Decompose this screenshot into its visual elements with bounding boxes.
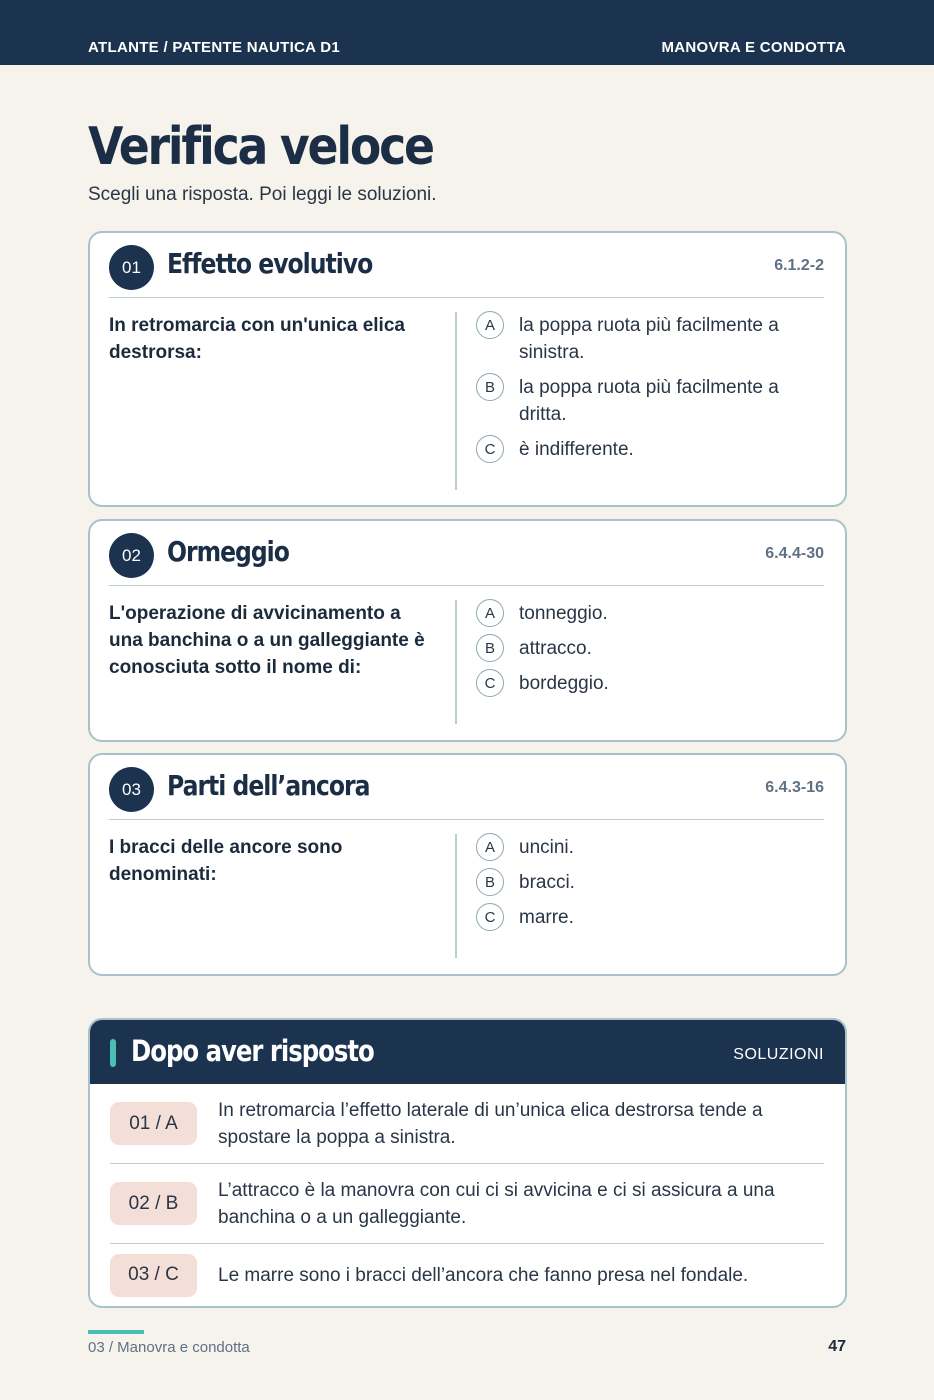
answer-option-c[interactable] [476, 904, 816, 931]
header-section: MANOVRA E CONDOTTA [661, 39, 846, 56]
answer-option-b[interactable] [476, 374, 816, 428]
answer-options [476, 600, 816, 705]
header-breadcrumb: ATLANTE / PATENTE NAUTICA D1 [88, 39, 341, 56]
question-header [109, 243, 824, 298]
solutions-panel [88, 1018, 847, 1308]
question-number-badge: 01 [109, 245, 154, 290]
solutions-title: Dopo aver risposto [131, 1034, 374, 1068]
option-letter-circle: C [476, 435, 504, 463]
solution-row [110, 1084, 824, 1164]
answer-options [476, 312, 816, 471]
answer-option-c[interactable] [476, 436, 816, 463]
question-title: Ormeggio [167, 535, 289, 568]
page-subtitle: Scegli una risposta. Poi leggi le soluzioni. [88, 184, 437, 205]
footer-accent-bar [88, 1330, 144, 1334]
top-header-bar [0, 0, 934, 65]
solutions-accent-bar [110, 1039, 116, 1067]
question-card-02 [88, 519, 847, 742]
solutions-header [90, 1020, 845, 1084]
question-text: L'operazione di avvicinamento a una banchina o a un galleggiante è conosciuta sotto il nome di: [109, 603, 425, 678]
option-text: bracci. [519, 872, 575, 893]
option-text: uncini. [519, 837, 574, 858]
option-letter-circle: B [476, 868, 504, 896]
column-divider [455, 312, 457, 490]
solution-row [110, 1164, 824, 1244]
question-code: 6.4.4-30 [765, 545, 824, 562]
question-text: I bracci delle ancore sono denominati: [109, 837, 343, 885]
option-text: è indifferente. [519, 439, 634, 460]
option-letter-circle: A [476, 599, 504, 627]
column-divider [455, 600, 457, 724]
question-card-03 [88, 753, 847, 976]
page-title: Verifica veloce [88, 117, 433, 177]
option-letter-circle: B [476, 634, 504, 662]
option-text: tonneggio. [519, 603, 608, 624]
solution-badge: 03 / C [110, 1254, 197, 1297]
option-text: bordeggio. [519, 673, 609, 694]
option-text: attracco. [519, 638, 592, 659]
option-text: la poppa ruota più facilmente a sinistra. [519, 315, 779, 363]
option-letter-circle: C [476, 669, 504, 697]
column-divider [455, 834, 457, 958]
option-text: la poppa ruota più facilmente a dritta. [519, 377, 779, 425]
question-number-badge: 02 [109, 533, 154, 578]
answer-option-b[interactable] [476, 869, 816, 896]
option-letter-circle: A [476, 833, 504, 861]
option-text: marre. [519, 907, 574, 928]
question-header [109, 765, 824, 820]
option-letter-circle: C [476, 903, 504, 931]
question-header [109, 531, 824, 586]
question-title: Effetto evolutivo [167, 247, 373, 280]
question-title: Parti dell’ancora [167, 769, 370, 802]
solution-badge: 01 / A [110, 1102, 197, 1145]
question-number-badge: 03 [109, 767, 154, 812]
question-text: In retromarcia con un'unica elica destrorsa: [109, 315, 405, 363]
solution-text: L’attracco è la manovra con cui ci si avvicina e ci si assicura a una banchina o a un galleggiante. [218, 1179, 775, 1228]
solution-text: Le marre sono i bracci dell’ancora che fanno presa nel fondale. [218, 1264, 749, 1286]
answer-option-a[interactable] [476, 600, 816, 627]
page-number: 47 [828, 1338, 846, 1355]
answer-option-c[interactable] [476, 670, 816, 697]
solution-badge: 02 / B [110, 1182, 197, 1225]
question-card-01 [88, 231, 847, 507]
question-code: 6.1.2-2 [774, 257, 824, 274]
solution-row [110, 1244, 824, 1306]
answer-option-a[interactable] [476, 834, 816, 861]
solution-text: In retromarcia l’effetto laterale di un’unica elica destrorsa tende a spostare la poppa a sinistra. [218, 1099, 763, 1148]
solutions-tag: SOLUZIONI [733, 1046, 824, 1063]
question-code: 6.4.3-16 [765, 779, 824, 796]
option-letter-circle: A [476, 311, 504, 339]
answer-option-b[interactable] [476, 635, 816, 662]
option-letter-circle: B [476, 373, 504, 401]
footer-section-label: 03 / Manovra e condotta [88, 1339, 250, 1356]
answer-option-a[interactable] [476, 312, 816, 366]
answer-options [476, 834, 816, 939]
